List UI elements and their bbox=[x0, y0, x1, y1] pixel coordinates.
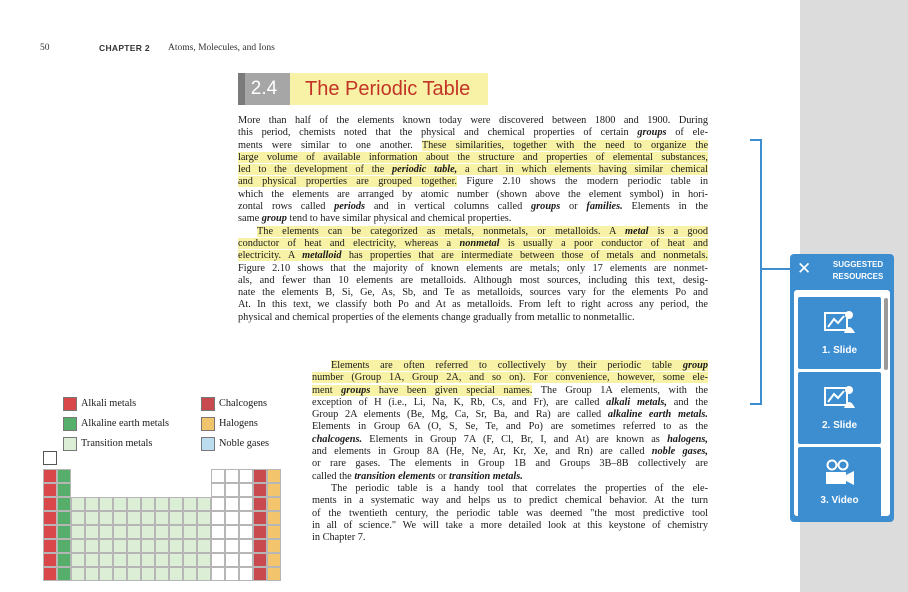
element-cell bbox=[71, 511, 85, 525]
element-cell bbox=[253, 553, 267, 567]
text-line: ment groups have been given special names. The Group 1A elements, with the bbox=[312, 384, 708, 396]
element-cell bbox=[99, 553, 113, 567]
resource-label: 1. Slide bbox=[821, 345, 857, 356]
element-cell bbox=[57, 567, 71, 581]
element-cell bbox=[225, 497, 239, 511]
text-line: Group 2A elements (Be, Mg, Ca, Sr, Ba, and Ra) are called alkaline earth metals. bbox=[312, 409, 708, 421]
element-cell bbox=[127, 497, 141, 511]
element-cell bbox=[43, 497, 57, 511]
text-line: of the twentieth century, the periodic table was deemed "the most predictive tool bbox=[312, 507, 708, 519]
element-cell bbox=[85, 539, 99, 553]
element-cell bbox=[99, 539, 113, 553]
element-cell bbox=[141, 525, 155, 539]
element-cell bbox=[155, 567, 169, 581]
resource-label: 2. Slide bbox=[821, 420, 857, 431]
element-cell bbox=[71, 567, 85, 581]
text-line: which the elements are arranged by atomic number (shown above the element symbol) in hori- bbox=[238, 188, 708, 200]
element-cell bbox=[197, 525, 211, 539]
element-cell bbox=[71, 497, 85, 511]
body-text-side bbox=[312, 360, 708, 544]
element-cell bbox=[197, 539, 211, 553]
element-cell bbox=[127, 539, 141, 553]
element-cell bbox=[113, 553, 127, 567]
element-cell bbox=[169, 525, 183, 539]
text-line: led to the development of the periodic table, a chart in which elements having similar chemical bbox=[238, 164, 708, 176]
element-cell bbox=[197, 553, 211, 567]
element-cell bbox=[211, 469, 225, 483]
text-line: and physical properties are grouped together. Figure 2.10 shows the modern periodic table in bbox=[238, 176, 708, 188]
element-cell bbox=[43, 553, 57, 567]
element-cell bbox=[141, 553, 155, 567]
slide-icon bbox=[824, 384, 856, 412]
element-cell bbox=[211, 483, 225, 497]
element-cell bbox=[169, 511, 183, 525]
element-cell bbox=[155, 539, 169, 553]
element-cell bbox=[71, 539, 85, 553]
resource-bracket bbox=[750, 139, 762, 405]
element-cell bbox=[225, 469, 239, 483]
element-cell bbox=[239, 567, 253, 581]
element-cell bbox=[225, 567, 239, 581]
text-line: Figure 2.10 shows that the majority of known elements are metals; only 17 elements are nonmet- bbox=[238, 262, 708, 274]
element-cell bbox=[211, 539, 225, 553]
element-cell bbox=[43, 469, 57, 483]
element-cell bbox=[127, 553, 141, 567]
element-cell bbox=[267, 511, 281, 525]
element-cell bbox=[225, 525, 239, 539]
element-cell bbox=[113, 539, 127, 553]
element-cell bbox=[253, 483, 267, 497]
resources-scrollbar[interactable] bbox=[884, 298, 888, 370]
suggested-resources-title: SUGGESTED RESOURCES bbox=[832, 260, 884, 281]
body-text-main bbox=[238, 115, 708, 324]
element-cell bbox=[253, 511, 267, 525]
element-cell bbox=[211, 553, 225, 567]
text-line: this period, chemists noted that the physical and chemical properties of certain groups of ele- bbox=[238, 127, 708, 139]
element-cell bbox=[99, 497, 113, 511]
element-cell bbox=[239, 539, 253, 553]
text-line: electricity. A metalloid has properties that are intermediate between those of metals and nonmetals. bbox=[238, 250, 708, 262]
chapter-label: CHAPTER 2 bbox=[99, 43, 150, 53]
element-cell bbox=[211, 567, 225, 581]
element-cell bbox=[267, 539, 281, 553]
element-cell bbox=[57, 511, 71, 525]
element-cell bbox=[197, 497, 211, 511]
element-cell bbox=[57, 525, 71, 539]
element-cell bbox=[141, 539, 155, 553]
element-cell bbox=[211, 511, 225, 525]
element-cell bbox=[155, 525, 169, 539]
element-cell bbox=[253, 539, 267, 553]
element-cell bbox=[267, 567, 281, 581]
element-cell bbox=[127, 525, 141, 539]
element-cell bbox=[183, 497, 197, 511]
text-line: At. In this text, we classify both Po and At as metalloids. From left to right across any period, the bbox=[238, 299, 708, 311]
text-line: ments in a systematic way and helps us to predict chemical behavior. At the turn bbox=[312, 495, 708, 507]
resource-video-3[interactable] bbox=[798, 447, 881, 519]
close-icon[interactable]: ✕ bbox=[797, 259, 812, 279]
element-cell bbox=[239, 525, 253, 539]
text-line: in all of science." We will take a more detailed look at this keystone of chemistry bbox=[312, 519, 708, 531]
element-cell bbox=[197, 511, 211, 525]
element-cell bbox=[253, 525, 267, 539]
chapter-title: Atoms, Molecules, and Ions bbox=[168, 43, 275, 53]
element-cell bbox=[85, 525, 99, 539]
element-cell bbox=[99, 525, 113, 539]
element-cell bbox=[267, 483, 281, 497]
text-line: Elements are often referred to collectively by their periodic table group bbox=[331, 360, 708, 371]
element-cell bbox=[57, 483, 71, 497]
element-cell bbox=[57, 553, 71, 567]
text-line: conductor of heat and electricity, whereas a nonmetal is usually a poor conductor of heat and bbox=[238, 237, 709, 249]
text-line: large volume of available information about the structure and properties of elemental substances, bbox=[238, 151, 708, 163]
text-line: physical and chemical properties of the elements change gradually from metallic to nonmetallic. bbox=[238, 311, 635, 323]
element-cell bbox=[85, 553, 99, 567]
element-cell bbox=[113, 511, 127, 525]
hydrogen-cell bbox=[43, 451, 57, 465]
text-line: The periodic table is a handy tool that correlates the properties of the ele- bbox=[331, 482, 708, 494]
element-cell bbox=[127, 511, 141, 525]
element-cell bbox=[253, 469, 267, 483]
element-cell bbox=[141, 497, 155, 511]
text-line: ments were similar to one another. These similarities, together with the need to organize the bbox=[238, 139, 709, 151]
text-line: or rare gases. The elements in Group 1B and Groups 3B–8B collectively are bbox=[312, 458, 708, 470]
element-cell bbox=[183, 525, 197, 539]
element-cell bbox=[43, 483, 57, 497]
resource-bracket-connector bbox=[762, 268, 790, 270]
element-cell bbox=[85, 511, 99, 525]
element-cell bbox=[211, 497, 225, 511]
element-cell bbox=[57, 469, 71, 483]
element-cell bbox=[85, 567, 99, 581]
element-cell bbox=[169, 553, 183, 567]
resource-slide-1[interactable] bbox=[798, 297, 881, 369]
element-cell bbox=[183, 553, 197, 567]
text-line: called the transition elements or transition metals. bbox=[312, 470, 523, 482]
page-number: 50 bbox=[40, 43, 50, 53]
element-cell bbox=[225, 553, 239, 567]
text-line: chalcogens. Elements in Group 7A (F, Cl, Br, I, and At) are known as halogens, bbox=[312, 433, 708, 445]
element-cell bbox=[225, 483, 239, 497]
element-cell bbox=[239, 553, 253, 567]
element-cell bbox=[267, 525, 281, 539]
element-cell bbox=[239, 483, 253, 497]
element-cell bbox=[155, 497, 169, 511]
section-number: 2.4 bbox=[238, 73, 290, 105]
element-cell bbox=[169, 539, 183, 553]
text-line: zontal rows called periods and in vertical columns called groups or families. Elements in the bbox=[238, 201, 708, 213]
text-line: number (Group 1A, Group 2A, and so on). For convenience, however, some ele- bbox=[312, 372, 708, 384]
element-cell bbox=[85, 497, 99, 511]
element-cell bbox=[57, 539, 71, 553]
element-cell bbox=[43, 567, 57, 581]
element-cell bbox=[197, 567, 211, 581]
element-cell bbox=[239, 469, 253, 483]
element-cell bbox=[267, 553, 281, 567]
element-cell bbox=[99, 567, 113, 581]
element-cell bbox=[71, 553, 85, 567]
element-cell bbox=[183, 511, 197, 525]
element-cell bbox=[211, 525, 225, 539]
element-cell bbox=[253, 497, 267, 511]
element-cell bbox=[169, 567, 183, 581]
element-cell bbox=[141, 511, 155, 525]
periodic-table-figure bbox=[43, 469, 283, 577]
element-cell bbox=[267, 497, 281, 511]
section-title: The Periodic Table bbox=[305, 78, 471, 100]
element-cell bbox=[43, 511, 57, 525]
element-cell bbox=[57, 497, 71, 511]
element-cell bbox=[113, 497, 127, 511]
element-cell bbox=[113, 525, 127, 539]
slide-icon bbox=[824, 309, 856, 337]
element-cell bbox=[183, 567, 197, 581]
resource-label: 3. Video bbox=[820, 495, 859, 506]
element-cell bbox=[183, 539, 197, 553]
element-cell bbox=[239, 497, 253, 511]
element-cell bbox=[169, 497, 183, 511]
text-line: als, and fewer than 10 elements are metalloids. Although most sources, including this text, desig- bbox=[238, 274, 708, 286]
text-line: The elements can be categorized as metals, nonmetals, or metalloids. A metal is a good bbox=[257, 225, 708, 237]
element-cell bbox=[43, 525, 57, 539]
textbook-page: 50 CHAPTER 2 Atoms, Molecules, and Ions 2.4 The Periodic Table More than half of the elements known today were discovered between 1800 and 1900. During this period, chemists noted that the physical and chemical properties of certain groups of ele- ments were similar to one another. These similarities, together with the need to organize the large volume of available information about the structure and properties of elemental substances, led to the development of the periodic table, a chart in which elements having similar chemical and physical properties are grouped together. Figure 2.10 shows the modern periodic table in which the elements are arranged by atomic number (shown above the element symbol) in hori- zontal rows called periods and in vertical columns called groups or families. Elements in the same group tend to have similar physical and chemical properties. The elements can be categorized as metals, nonmetals, or metalloids. A metal is a good conductor of heat and electricity, whereas a nonmetal is usually a poor conductor of heat and electricity. A metalloid has properties that are intermediate between those of metals and nonmetals. Figure 2.10 shows that the majority of known elements are metals; only 17 elements are nonmet- als, and fewer than 10 elements are metalloids. Although most sources, including this text, desig- nate the elements B, Si, Ge, As, Sb, and Te as metalloids, sources vary for the elements Po and At. In this text, we classify both Po and At as metalloids. From left to right across any period, the physical and chemical properties of the elements change gradually from metallic to nonmetallic. Elements are often referred to collectively by their periodic table group number (Group 1A, Group 2A, and so on). For convenience, however, some ele- ment groups have been given special names. The Group 1A elements, with the exception of H (i.e., Li, Na, K, Rb, Cs, and Fr), are called alkali metals, and the Group 2A elements (Be, Mg, Ca, Sr, Ba, and Ra) are called alkaline earth metals. Elements in Group 6A (O, S, Se, Te, and Po) are sometimes referred to as the chalcogens. Elements in Group 7A (F, Cl, Br, I, and At) are known as halogens, and elements in Group 8A (He, Ne, Ar, Kr, Xe, and Rn) are called noble gases, or rare gases. The elements in Group 1B and Groups 3B–8B collectively are called the transition elements or transition metals. The periodic table is a handy tool that correlates the properties of the ele- ments in a systematic way and helps us to predict chemical behavior. At the turn of the twentieth century, the periodic table was deemed "the most predictive tool in all of science." We will take a more detailed look at this keystone of chemistry in Chapter 7. Alkali metals Alkaline earth metals Transition metals Chalcogens Halogens Noble gases bbox=[0, 0, 800, 592]
text-line: and elements in Group 8A (He, Ne, Ar, Kr, Xe, and Rn) are called noble gases, bbox=[312, 446, 708, 458]
resource-slide-2[interactable] bbox=[798, 372, 881, 444]
element-cell bbox=[127, 567, 141, 581]
element-cell bbox=[99, 511, 113, 525]
text-line: Elements in Group 6A (O, S, Se, Te, and Po) are sometimes referred to as the bbox=[312, 421, 708, 433]
element-cell bbox=[225, 511, 239, 525]
element-cell bbox=[155, 553, 169, 567]
video-icon bbox=[824, 459, 856, 487]
element-cell bbox=[155, 511, 169, 525]
text-line: nate the elements B, Si, Ge, As, Sb, and Te as metalloids, sources vary for the elements Po and bbox=[238, 287, 708, 299]
element-cell bbox=[253, 567, 267, 581]
text-line: in Chapter 7. bbox=[312, 532, 366, 544]
text-line: exception of H (i.e., Li, Na, K, Rb, Cs, and Fr), are called alkali metals, and the bbox=[312, 396, 709, 408]
element-cell bbox=[225, 539, 239, 553]
element-cell bbox=[267, 469, 281, 483]
text-line: More than half of the elements known today were discovered between 1800 and 1900. During bbox=[238, 115, 708, 126]
element-cell bbox=[141, 567, 155, 581]
element-cell bbox=[113, 567, 127, 581]
element-cell bbox=[71, 525, 85, 539]
element-cell bbox=[43, 539, 57, 553]
text-line: same group tend to have similar physical and chemical properties. bbox=[238, 213, 512, 225]
element-cell bbox=[239, 511, 253, 525]
